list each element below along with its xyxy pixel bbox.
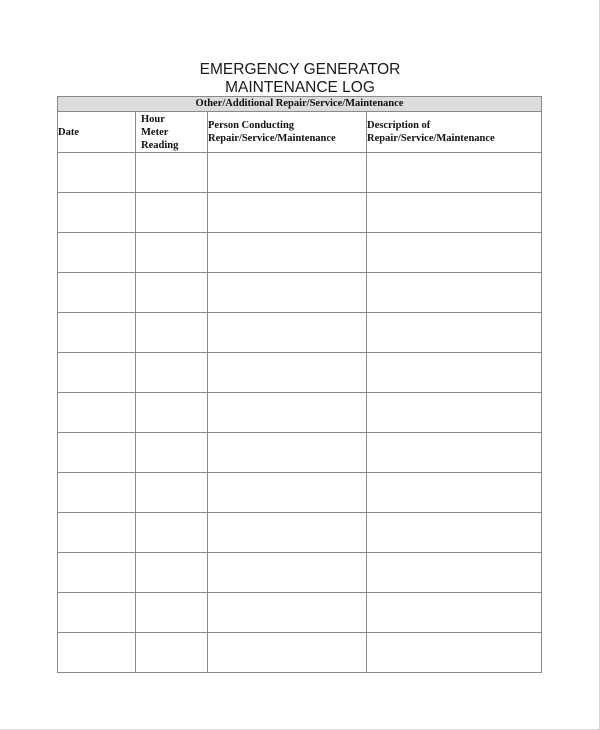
cell-date[interactable] [58, 153, 136, 193]
table-row [58, 273, 542, 313]
table-row [58, 313, 542, 353]
log-body [58, 153, 542, 673]
table-row [58, 353, 542, 393]
cell-hour-meter[interactable] [136, 393, 208, 433]
title-line-1: EMERGENCY GENERATOR [199, 61, 401, 78]
cell-hour-meter[interactable] [136, 473, 208, 513]
cell-hour-meter[interactable] [136, 313, 208, 353]
cell-hour-meter[interactable] [136, 553, 208, 593]
cell-description[interactable] [367, 193, 542, 233]
cell-person[interactable] [208, 633, 367, 673]
cell-person[interactable] [208, 313, 367, 353]
cell-person[interactable] [208, 593, 367, 633]
cell-person[interactable] [208, 193, 367, 233]
cell-date[interactable] [58, 353, 136, 393]
table-row [58, 433, 542, 473]
cell-person[interactable] [208, 433, 367, 473]
column-header-row [58, 112, 542, 153]
cell-date[interactable] [58, 473, 136, 513]
cell-hour-meter[interactable] [136, 433, 208, 473]
section-header: Other/Additional Repair/Service/Maintenance [58, 97, 542, 112]
cell-person[interactable] [208, 553, 367, 593]
cell-date[interactable] [58, 393, 136, 433]
table-row [58, 593, 542, 633]
column-header-description [367, 112, 542, 153]
cell-description[interactable] [367, 353, 542, 393]
cell-hour-meter[interactable] [136, 193, 208, 233]
column-label-date: Date [58, 126, 79, 138]
cell-person[interactable] [208, 513, 367, 553]
cell-person[interactable] [208, 153, 367, 193]
column-label-hour-meter: Hour Meter Reading [141, 113, 179, 151]
cell-date[interactable] [58, 233, 136, 273]
cell-description[interactable] [367, 273, 542, 313]
cell-description[interactable] [367, 473, 542, 513]
cell-description[interactable] [367, 153, 542, 193]
cell-person[interactable] [208, 393, 367, 433]
cell-person[interactable] [208, 233, 367, 273]
cell-hour-meter[interactable] [136, 513, 208, 553]
cell-date[interactable] [58, 633, 136, 673]
table-row [58, 193, 542, 233]
table-row [58, 233, 542, 273]
cell-date[interactable] [58, 513, 136, 553]
cell-person[interactable] [208, 353, 367, 393]
column-label-description: Description of Repair/Service/Maintenance [367, 120, 495, 144]
table-row [58, 513, 542, 553]
table-row [58, 153, 542, 193]
column-header-date [58, 112, 136, 153]
cell-hour-meter[interactable] [136, 233, 208, 273]
cell-description[interactable] [367, 593, 542, 633]
table-row [58, 633, 542, 673]
cell-date[interactable] [58, 313, 136, 353]
cell-date[interactable] [58, 593, 136, 633]
title-line-2: MAINTENANCE LOG [225, 79, 375, 96]
cell-description[interactable] [367, 513, 542, 553]
cell-hour-meter[interactable] [136, 633, 208, 673]
document-title [0, 61, 600, 97]
cell-hour-meter[interactable] [136, 273, 208, 313]
table-row [58, 393, 542, 433]
cell-description[interactable] [367, 313, 542, 353]
cell-date[interactable] [58, 193, 136, 233]
cell-hour-meter[interactable] [136, 353, 208, 393]
cell-description[interactable] [367, 633, 542, 673]
cell-description[interactable] [367, 393, 542, 433]
column-label-person: Person Conducting Repair/Service/Maintenance [208, 120, 336, 144]
cell-date[interactable] [58, 553, 136, 593]
cell-person[interactable] [208, 473, 367, 513]
cell-description[interactable] [367, 553, 542, 593]
maintenance-log-table [57, 96, 542, 673]
cell-person[interactable] [208, 273, 367, 313]
cell-description[interactable] [367, 233, 542, 273]
section-header-row [58, 97, 542, 112]
table-row [58, 473, 542, 513]
column-header-hour-meter [136, 112, 208, 153]
cell-date[interactable] [58, 433, 136, 473]
cell-date[interactable] [58, 273, 136, 313]
cell-description[interactable] [367, 433, 542, 473]
cell-hour-meter[interactable] [136, 153, 208, 193]
table-row [58, 553, 542, 593]
column-header-person [208, 112, 367, 153]
cell-hour-meter[interactable] [136, 593, 208, 633]
